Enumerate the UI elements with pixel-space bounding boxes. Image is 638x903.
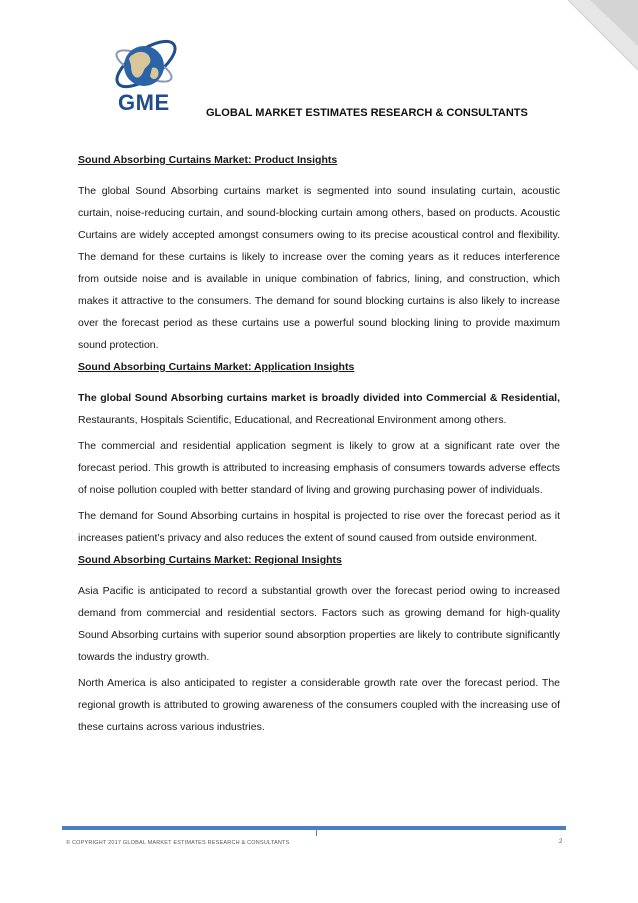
footer-divider: [62, 826, 566, 830]
footer-page-number: 2: [559, 839, 563, 845]
application-lead-bold: The global Sound Absorbing curtains market is broadly divided into Commercial & Residential,: [78, 392, 560, 404]
page-corner-decoration: [528, 0, 638, 120]
section-heading-product: Sound Absorbing Curtains Market: Product Insights: [78, 154, 338, 166]
paragraph-hospital: The demand for Sound Absorbing curtains in hospital is projected to rise over the forecast period as it increases patient’s privacy and also reduces the extent of sound caused from outside environment.: [78, 510, 560, 544]
section-heading-application: Sound Absorbing Curtains Market: Application Insights: [78, 361, 355, 373]
paragraph-north-america: North America is also anticipated to register a considerable growth rate over the forecast period. The regional growth is attributed to growing awareness of the consumers coupled with the increasing use of these curtains across various industries.: [78, 677, 560, 733]
application-lead-rest: Restaurants, Hospitals Scientific, Educational, and Recreational Environment among others.: [78, 414, 507, 426]
document-header-title: GLOBAL MARKET ESTIMATES RESEARCH & CONSULTANTS: [206, 107, 528, 119]
paragraph-commercial-residential: The commercial and residential application segment is likely to grow at a significant rate over the forecast period. This growth is attributed to increasing emphasis of consumers towards adverse effects of noise pollution coupled with better standard of living and growing purchasing power of individuals.: [78, 440, 560, 496]
footer-copyright: © COPYRIGHT 2017 GLOBAL MARKET ESTIMATES RESEARCH & CONSULTANTS: [66, 840, 290, 846]
paragraph-asia-pacific: Asia Pacific is anticipated to record a substantial growth over the forecast period owing to increased demand from commercial and residential sectors. Factors such as growing demand for high-quality Sound Absorbing curtains with superior sound absorption properties are likely to contribute significantly towards the industry growth.: [78, 585, 560, 663]
logo-wordmark: GME: [118, 90, 170, 115]
paragraph-product-insights: The global Sound Absorbing curtains market is segmented into sound insulating curtain, acoustic curtain, noise-reducing curtain, and sound-blocking curtain among others, based on products. Acoustic Curtains are widely accepted amongst consumers owing to its precise acoustical control and flexibility. The demand for these curtains is likely to increase over the coming years as it reduces interference from outside noise and is available in unique combination of fabrics, lining, and construction, which makes it attractive to the consumers. The demand for sound blocking curtains is also likely to increase over the forecast period as these curtains use a powerful sound blocking lining to provide maximum sound protection.: [78, 185, 560, 351]
section-heading-regional: Sound Absorbing Curtains Market: Regional Insights: [78, 554, 342, 566]
paragraph-application-lead: [78, 387, 560, 431]
footer-divider-notch: [316, 830, 317, 836]
document-body: [78, 153, 560, 738]
